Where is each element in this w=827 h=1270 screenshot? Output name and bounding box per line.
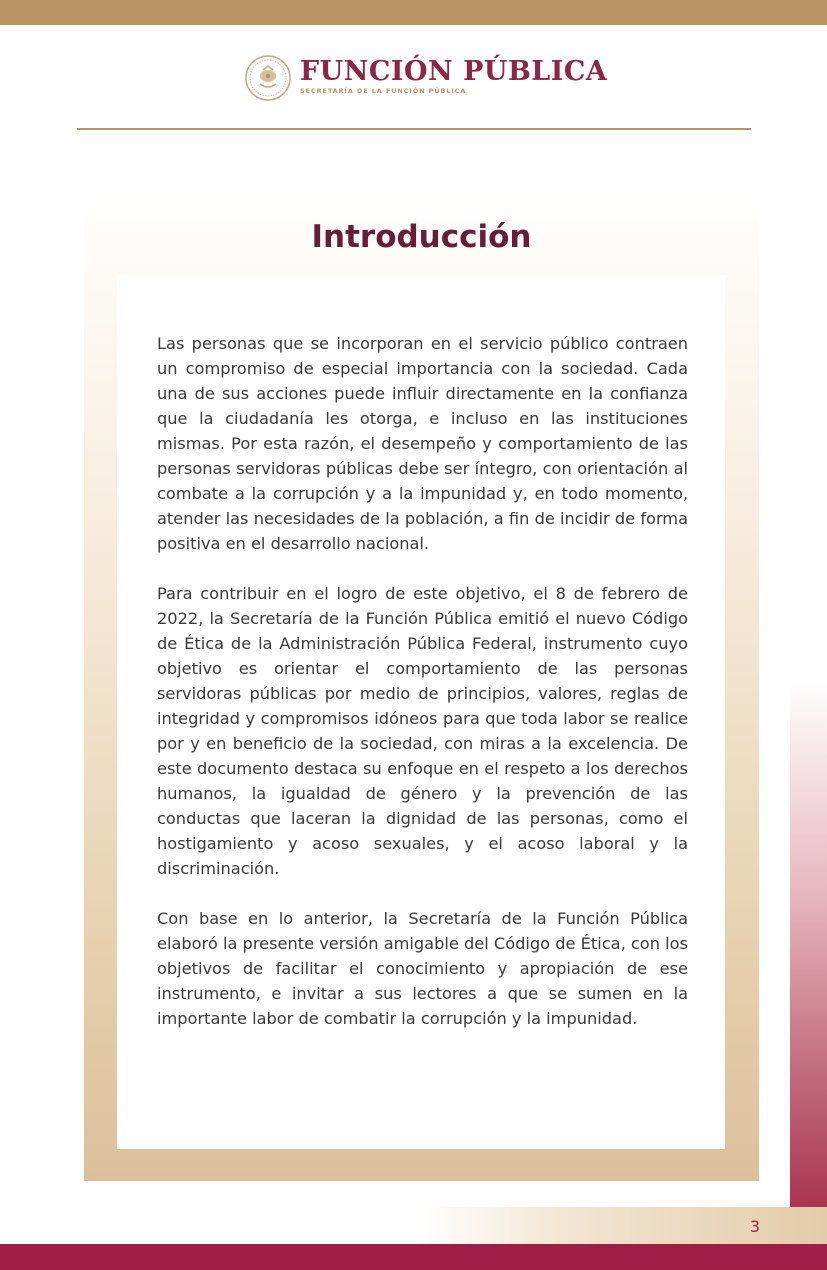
- bottom-maroon-band: [0, 1244, 827, 1270]
- paragraph-3: Con base en lo anterior, la Secretaría de la Función Pública elaboró la presente versión amigable del Código de Ética, con los objetivos de facilitar el conocimiento y apropiación de ese instrumento, e invitar a sus lectores a que se sumen en la importante labor de combatir la corrupción y la impunidad.: [157, 909, 688, 1028]
- page-number: 3: [749, 1217, 761, 1236]
- top-gold-band: [0, 0, 827, 25]
- function-publica-logo: [244, 54, 608, 104]
- introduction-panel: [84, 190, 759, 1181]
- body-text: [157, 331, 688, 1056]
- logo-subtitle: SECRETARÍA DE LA FUNCIÓN PÚBLICA: [300, 87, 467, 95]
- header-divider: [77, 128, 751, 130]
- paragraph-1: Las personas que se incorporan en el servicio público contraen un compromiso de especial importancia con la sociedad. Cada una de sus acciones puede influir directamente en la confianza que la ciudadanía les otorga, e incluso en las instituciones mismas. Por esta razón, el desempeño y comportamiento de las personas servidoras públicas debe ser íntegro, con orientación al combate a la corrupción y a la impunidad y, en todo momento, atender las necesidades de la población, a fin de incidir de forma positiva en el desarrollo nacional.: [157, 334, 688, 553]
- text-card: [117, 275, 725, 1149]
- paragraph-2: Para contribuir en el logro de este objetivo, el 8 de febrero de 2022, la Secretaría de la Función Pública emitió el nuevo Código de Ética de la Administración Pública Federal, instrumento cuyo objetivo es orientar el comportamiento de las personas servidoras públicas por medio de principios, valores, reglas de integridad y compromisos idóneos para que toda labor se realice por y en beneficio de la sociedad, con miras a la excelencia. De este documento destaca su enfoque en el respeto a los derechos humanos, la igualdad de género y la prevención de las conductas que laceran la dignidad de las personas, como el hostigamiento y acoso sexuales, y el acoso laboral y la discriminación.: [157, 584, 688, 878]
- side-gradient-bar: [790, 680, 827, 1207]
- page-title: Introducción: [311, 219, 532, 255]
- seal-icon: [244, 54, 292, 102]
- logo-title: FUNCIÓN PÚBLICA: [300, 56, 608, 87]
